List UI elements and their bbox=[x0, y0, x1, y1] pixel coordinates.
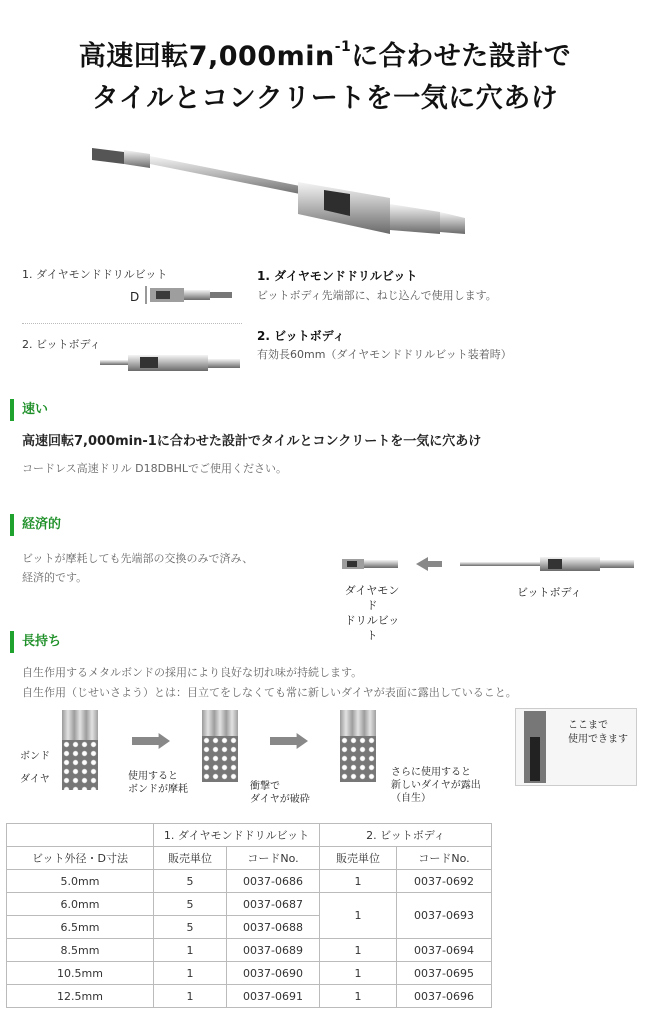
economy-illustration bbox=[340, 554, 640, 574]
section-economy-heading: 経済的 bbox=[10, 514, 61, 536]
section-fast-heading: 速い bbox=[10, 399, 48, 421]
table-row: 8.5mm 1 0037-0689 1 0037-0694 bbox=[7, 939, 492, 962]
bit-stage-1 bbox=[62, 710, 98, 790]
table-header-empty bbox=[7, 824, 154, 847]
durable-text-1: 自生作用するメタルボンドの採用により良好な切れ味が持続します。 bbox=[22, 666, 363, 679]
diamond-label: ダイヤ bbox=[20, 774, 50, 785]
usable-limit-caption: ここまで 使用できます bbox=[568, 720, 628, 745]
table-col-size: ビット外径・D寸法 bbox=[7, 847, 154, 870]
table-col-unit-2: 販売単位 bbox=[320, 847, 397, 870]
part-1-label: 1. ダイヤモンドドリルビット bbox=[22, 268, 168, 281]
fast-tagline: 高速回転7,000min-1に合わせた設計でタイルとコンクリートを一気に穴あけ bbox=[22, 434, 482, 449]
economy-bit-caption: ダイヤモンド ドリルビット bbox=[344, 584, 400, 642]
impact-caption: 衝撃で ダイヤが破砕 bbox=[250, 781, 310, 805]
part-2-label: 2. ビットボディ bbox=[22, 338, 101, 351]
part-1-title: 1. ダイヤモンドドリルビット bbox=[257, 269, 418, 283]
economy-body-caption: ビットボディ bbox=[517, 586, 582, 599]
section-durable-heading: 長持ち bbox=[10, 631, 61, 653]
drill-bit-illustration bbox=[80, 130, 480, 245]
parts-divider bbox=[22, 323, 242, 324]
fast-note: コードレス高速ドリル D18DBHLでご使用ください。 bbox=[22, 462, 288, 475]
table-row: 6.0mm 5 0037-0687 1 0037-0693 bbox=[7, 893, 492, 916]
table-row: 12.5mm 1 0037-0691 1 0037-0696 bbox=[7, 985, 492, 1008]
dimension-d-label: D bbox=[130, 290, 140, 304]
table-col-unit-1: 販売単位 bbox=[154, 847, 227, 870]
economy-text-1: ビットが摩耗しても先端部の交換のみで済み、 bbox=[22, 552, 254, 565]
more-use-caption: さらに使用すると 新しいダイヤが露出 （自生） bbox=[391, 767, 481, 804]
bond-label: ボンド bbox=[20, 751, 50, 762]
table-col-code-1: コードNo. bbox=[227, 847, 320, 870]
part-2-title: 2. ビットボディ bbox=[257, 329, 345, 343]
table-group-2: 2. ビットボディ bbox=[320, 824, 492, 847]
diamond-bit-small-image bbox=[142, 284, 242, 306]
hero-line-1: 高速回転$7,000\min^{-1}$に合わせた設計で bbox=[78, 39, 572, 72]
hero-line-2: タイルとコンクリートを一気に穴あけ bbox=[91, 83, 559, 114]
table-row: 10.5mm 1 0037-0690 1 0037-0695 bbox=[7, 962, 492, 985]
durable-text-2: 自生作用（じせいさよう）とは：目立てをしなくても常に新しいダイヤが表面に露出していること。 bbox=[22, 686, 517, 699]
bit-stage-3 bbox=[340, 710, 376, 782]
wear-caption: 使用すると ボンドが摩耗 bbox=[128, 771, 188, 795]
spec-table bbox=[6, 823, 492, 1008]
part-1-description: ビットボディ先端部に、ねじ込んで使用します。 bbox=[257, 289, 497, 302]
arrow-2-icon bbox=[270, 733, 308, 749]
part-2-description: 有効長60mm（ダイヤモンドドリルビット装着時） bbox=[257, 348, 512, 361]
table-row: 6.5mm 5 0037-0688 bbox=[7, 916, 492, 939]
economy-text-2: 経済的です。 bbox=[22, 571, 88, 584]
bit-body-small-image bbox=[100, 350, 250, 376]
bit-stage-2 bbox=[202, 710, 238, 782]
table-row: 5.0mm 5 0037-0686 1 0037-0692 bbox=[7, 870, 492, 893]
arrow-1-icon bbox=[132, 733, 170, 749]
table-group-1: 1. ダイヤモンドドリルビット bbox=[154, 824, 320, 847]
table-col-code-2: コードNo. bbox=[397, 847, 492, 870]
